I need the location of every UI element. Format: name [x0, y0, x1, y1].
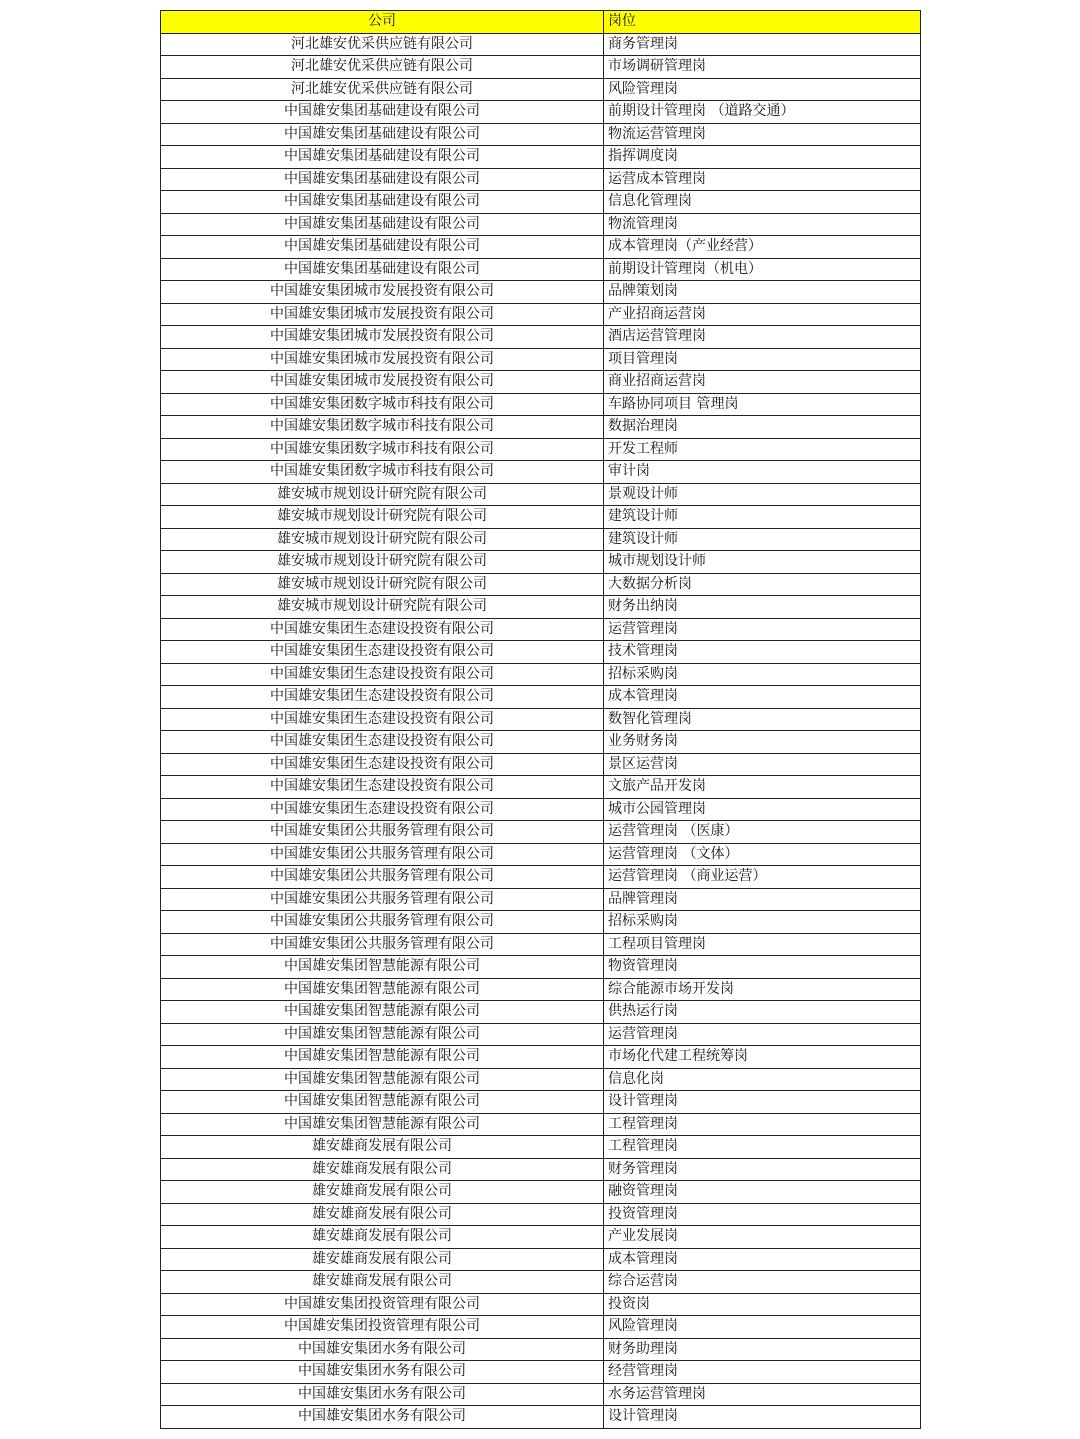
table-row: [161, 821, 921, 844]
company-cell: 中国雄安集团生态建设投资有限公司: [161, 731, 604, 754]
table-row: [161, 1158, 921, 1181]
position-cell: 城市公园管理岗: [604, 798, 921, 821]
position-cell: 产业招商运营岗: [604, 303, 921, 326]
position-cell: 运营管理岗: [604, 1023, 921, 1046]
company-cell: 雄安雄商发展有限公司: [161, 1136, 604, 1159]
table-row: [161, 258, 921, 281]
company-cell: 中国雄安集团数字城市科技有限公司: [161, 416, 604, 439]
table-row: [161, 348, 921, 371]
table-row: [161, 686, 921, 709]
company-cell: 中国雄安集团水务有限公司: [161, 1338, 604, 1361]
table-row: [161, 663, 921, 686]
table-row: [161, 303, 921, 326]
table-row: [161, 56, 921, 79]
company-cell: 中国雄安集团生态建设投资有限公司: [161, 686, 604, 709]
table-row: [161, 1226, 921, 1249]
company-cell: 雄安城市规划设计研究院有限公司: [161, 483, 604, 506]
table-row: [161, 416, 921, 439]
company-cell: 中国雄安集团基础建设有限公司: [161, 236, 604, 259]
position-cell: 车路协同项目 管理岗: [604, 393, 921, 416]
position-cell: 成本管理岗（产业经营）: [604, 236, 921, 259]
position-cell: 经营管理岗: [604, 1361, 921, 1384]
position-cell: 运营管理岗 （文体）: [604, 843, 921, 866]
table-row: [161, 483, 921, 506]
position-cell: 品牌策划岗: [604, 281, 921, 304]
position-column-header: 岗位: [604, 11, 921, 34]
table-row: [161, 146, 921, 169]
position-cell: 供热运行岗: [604, 1001, 921, 1024]
company-cell: 中国雄安集团公共服务管理有限公司: [161, 933, 604, 956]
table-row: [161, 573, 921, 596]
table-row: [161, 1181, 921, 1204]
table-row: [161, 843, 921, 866]
table-row: [161, 281, 921, 304]
company-cell: 中国雄安集团数字城市科技有限公司: [161, 461, 604, 484]
table-row: [161, 1338, 921, 1361]
table-row: [161, 1383, 921, 1406]
table-row: [161, 866, 921, 889]
position-cell: 财务助理岗: [604, 1338, 921, 1361]
table-row: [161, 123, 921, 146]
table-row: [161, 1361, 921, 1384]
position-cell: 前期设计管理岗 （道路交通）: [604, 101, 921, 124]
table-row: [161, 978, 921, 1001]
company-cell: 中国雄安集团智慧能源有限公司: [161, 956, 604, 979]
table-row: [161, 596, 921, 619]
company-cell: 中国雄安集团基础建设有限公司: [161, 101, 604, 124]
table-row: [161, 551, 921, 574]
company-cell: 中国雄安集团投资管理有限公司: [161, 1293, 604, 1316]
company-cell: 河北雄安优采供应链有限公司: [161, 56, 604, 79]
position-cell: 财务管理岗: [604, 1158, 921, 1181]
position-cell: 成本管理岗: [604, 686, 921, 709]
position-cell: 成本管理岗: [604, 1248, 921, 1271]
table-row: [161, 1293, 921, 1316]
company-cell: 河北雄安优采供应链有限公司: [161, 33, 604, 56]
table-row: [161, 888, 921, 911]
position-cell: 建筑设计师: [604, 506, 921, 529]
table-body: [161, 33, 921, 1428]
company-cell: 中国雄安集团基础建设有限公司: [161, 213, 604, 236]
table-row: [161, 911, 921, 934]
position-cell: 工程管理岗: [604, 1136, 921, 1159]
header-row: [161, 11, 921, 34]
position-cell: 投资管理岗: [604, 1203, 921, 1226]
company-cell: 中国雄安集团生态建设投资有限公司: [161, 776, 604, 799]
position-cell: 水务运营管理岗: [604, 1383, 921, 1406]
table-row: [161, 101, 921, 124]
position-cell: 数智化管理岗: [604, 708, 921, 731]
table-row: [161, 371, 921, 394]
table-row: [161, 1136, 921, 1159]
job-table: [160, 10, 921, 1429]
table-row: [161, 1113, 921, 1136]
company-cell: 雄安雄商发展有限公司: [161, 1158, 604, 1181]
position-cell: 前期设计管理岗（机电）: [604, 258, 921, 281]
table-row: [161, 506, 921, 529]
table-row: [161, 1203, 921, 1226]
position-cell: 物资管理岗: [604, 956, 921, 979]
company-cell: 中国雄安集团公共服务管理有限公司: [161, 888, 604, 911]
company-cell: 雄安城市规划设计研究院有限公司: [161, 596, 604, 619]
table-row: [161, 1091, 921, 1114]
position-cell: 技术管理岗: [604, 641, 921, 664]
position-cell: 大数据分析岗: [604, 573, 921, 596]
company-cell: 中国雄安集团基础建设有限公司: [161, 168, 604, 191]
position-cell: 物流运营管理岗: [604, 123, 921, 146]
position-cell: 运营管理岗 （医康）: [604, 821, 921, 844]
position-cell: 融资管理岗: [604, 1181, 921, 1204]
position-cell: 审计岗: [604, 461, 921, 484]
position-cell: 开发工程师: [604, 438, 921, 461]
table-row: [161, 393, 921, 416]
position-cell: 市场化代建工程统筹岗: [604, 1046, 921, 1069]
company-cell: 中国雄安集团水务有限公司: [161, 1383, 604, 1406]
table-row: [161, 641, 921, 664]
table-row: [161, 798, 921, 821]
company-cell: 中国雄安集团智慧能源有限公司: [161, 1068, 604, 1091]
company-cell: 中国雄安集团城市发展投资有限公司: [161, 326, 604, 349]
table-row: [161, 753, 921, 776]
position-cell: 设计管理岗: [604, 1091, 921, 1114]
position-cell: 运营成本管理岗: [604, 168, 921, 191]
position-cell: 信息化岗: [604, 1068, 921, 1091]
position-cell: 信息化管理岗: [604, 191, 921, 214]
position-cell: 综合能源市场开发岗: [604, 978, 921, 1001]
position-cell: 运营管理岗: [604, 618, 921, 641]
company-cell: 中国雄安集团生态建设投资有限公司: [161, 618, 604, 641]
position-cell: 商务管理岗: [604, 33, 921, 56]
company-cell: 中国雄安集团生态建设投资有限公司: [161, 663, 604, 686]
company-cell: 中国雄安集团基础建设有限公司: [161, 146, 604, 169]
position-cell: 酒店运营管理岗: [604, 326, 921, 349]
company-cell: 中国雄安集团城市发展投资有限公司: [161, 281, 604, 304]
position-cell: 工程项目管理岗: [604, 933, 921, 956]
table-row: [161, 461, 921, 484]
table-row: [161, 191, 921, 214]
company-cell: 雄安雄商发展有限公司: [161, 1226, 604, 1249]
company-cell: 中国雄安集团智慧能源有限公司: [161, 1113, 604, 1136]
table-row: [161, 1046, 921, 1069]
company-cell: 中国雄安集团公共服务管理有限公司: [161, 821, 604, 844]
company-cell: 雄安雄商发展有限公司: [161, 1181, 604, 1204]
position-cell: 风险管理岗: [604, 1316, 921, 1339]
position-cell: 指挥调度岗: [604, 146, 921, 169]
company-cell: 中国雄安集团公共服务管理有限公司: [161, 843, 604, 866]
table-row: [161, 326, 921, 349]
table-row: [161, 168, 921, 191]
position-cell: 城市规划设计师: [604, 551, 921, 574]
company-cell: 雄安雄商发展有限公司: [161, 1248, 604, 1271]
company-cell: 雄安雄商发展有限公司: [161, 1271, 604, 1294]
table-row: [161, 213, 921, 236]
company-cell: 中国雄安集团生态建设投资有限公司: [161, 641, 604, 664]
position-cell: 投资岗: [604, 1293, 921, 1316]
company-cell: 河北雄安优采供应链有限公司: [161, 78, 604, 101]
position-cell: 物流管理岗: [604, 213, 921, 236]
position-cell: 业务财务岗: [604, 731, 921, 754]
table-row: [161, 731, 921, 754]
company-cell: 中国雄安集团智慧能源有限公司: [161, 1091, 604, 1114]
company-cell: 中国雄安集团数字城市科技有限公司: [161, 393, 604, 416]
company-cell: 中国雄安集团基础建设有限公司: [161, 191, 604, 214]
position-cell: 景观设计师: [604, 483, 921, 506]
position-cell: 工程管理岗: [604, 1113, 921, 1136]
company-cell: 雄安城市规划设计研究院有限公司: [161, 528, 604, 551]
table-row: [161, 33, 921, 56]
position-cell: 文旅产品开发岗: [604, 776, 921, 799]
position-cell: 市场调研管理岗: [604, 56, 921, 79]
position-cell: 数据治理岗: [604, 416, 921, 439]
company-cell: 雄安城市规划设计研究院有限公司: [161, 573, 604, 596]
position-cell: 产业发展岗: [604, 1226, 921, 1249]
table-row: [161, 236, 921, 259]
company-cell: 雄安城市规划设计研究院有限公司: [161, 551, 604, 574]
company-cell: 中国雄安集团生态建设投资有限公司: [161, 798, 604, 821]
table-row: [161, 708, 921, 731]
table-row: [161, 1001, 921, 1024]
company-cell: 中国雄安集团水务有限公司: [161, 1361, 604, 1384]
company-cell: 中国雄安集团基础建设有限公司: [161, 258, 604, 281]
company-cell: 中国雄安集团城市发展投资有限公司: [161, 348, 604, 371]
company-cell: 中国雄安集团基础建设有限公司: [161, 123, 604, 146]
table-row: [161, 1406, 921, 1429]
company-cell: 中国雄安集团城市发展投资有限公司: [161, 371, 604, 394]
company-cell: 中国雄安集团城市发展投资有限公司: [161, 303, 604, 326]
position-cell: 品牌管理岗: [604, 888, 921, 911]
table-row: [161, 1023, 921, 1046]
table-row: [161, 78, 921, 101]
table-row: [161, 776, 921, 799]
company-cell: 中国雄安集团公共服务管理有限公司: [161, 911, 604, 934]
company-cell: 中国雄安集团公共服务管理有限公司: [161, 866, 604, 889]
position-cell: 风险管理岗: [604, 78, 921, 101]
company-cell: 中国雄安集团数字城市科技有限公司: [161, 438, 604, 461]
company-column-header: 公司: [161, 11, 604, 34]
position-cell: 招标采购岗: [604, 911, 921, 934]
company-cell: 中国雄安集团智慧能源有限公司: [161, 1046, 604, 1069]
company-cell: 中国雄安集团智慧能源有限公司: [161, 978, 604, 1001]
company-cell: 雄安雄商发展有限公司: [161, 1203, 604, 1226]
table-row: [161, 1316, 921, 1339]
table-row: [161, 1271, 921, 1294]
company-cell: 雄安城市规划设计研究院有限公司: [161, 506, 604, 529]
table-row: [161, 1248, 921, 1271]
position-cell: 景区运营岗: [604, 753, 921, 776]
position-cell: 建筑设计师: [604, 528, 921, 551]
company-cell: 中国雄安集团智慧能源有限公司: [161, 1023, 604, 1046]
position-cell: 招标采购岗: [604, 663, 921, 686]
position-cell: 综合运营岗: [604, 1271, 921, 1294]
company-cell: 中国雄安集团生态建设投资有限公司: [161, 708, 604, 731]
position-cell: 财务出纳岗: [604, 596, 921, 619]
table-row: [161, 933, 921, 956]
table-row: [161, 956, 921, 979]
table-row: [161, 528, 921, 551]
company-cell: 中国雄安集团水务有限公司: [161, 1406, 604, 1429]
position-cell: 商业招商运营岗: [604, 371, 921, 394]
position-cell: 运营管理岗 （商业运营）: [604, 866, 921, 889]
company-cell: 中国雄安集团生态建设投资有限公司: [161, 753, 604, 776]
company-cell: 中国雄安集团智慧能源有限公司: [161, 1001, 604, 1024]
position-cell: 设计管理岗: [604, 1406, 921, 1429]
company-cell: 中国雄安集团投资管理有限公司: [161, 1316, 604, 1339]
position-cell: 项目管理岗: [604, 348, 921, 371]
table-row: [161, 1068, 921, 1091]
table-row: [161, 618, 921, 641]
table-row: [161, 438, 921, 461]
